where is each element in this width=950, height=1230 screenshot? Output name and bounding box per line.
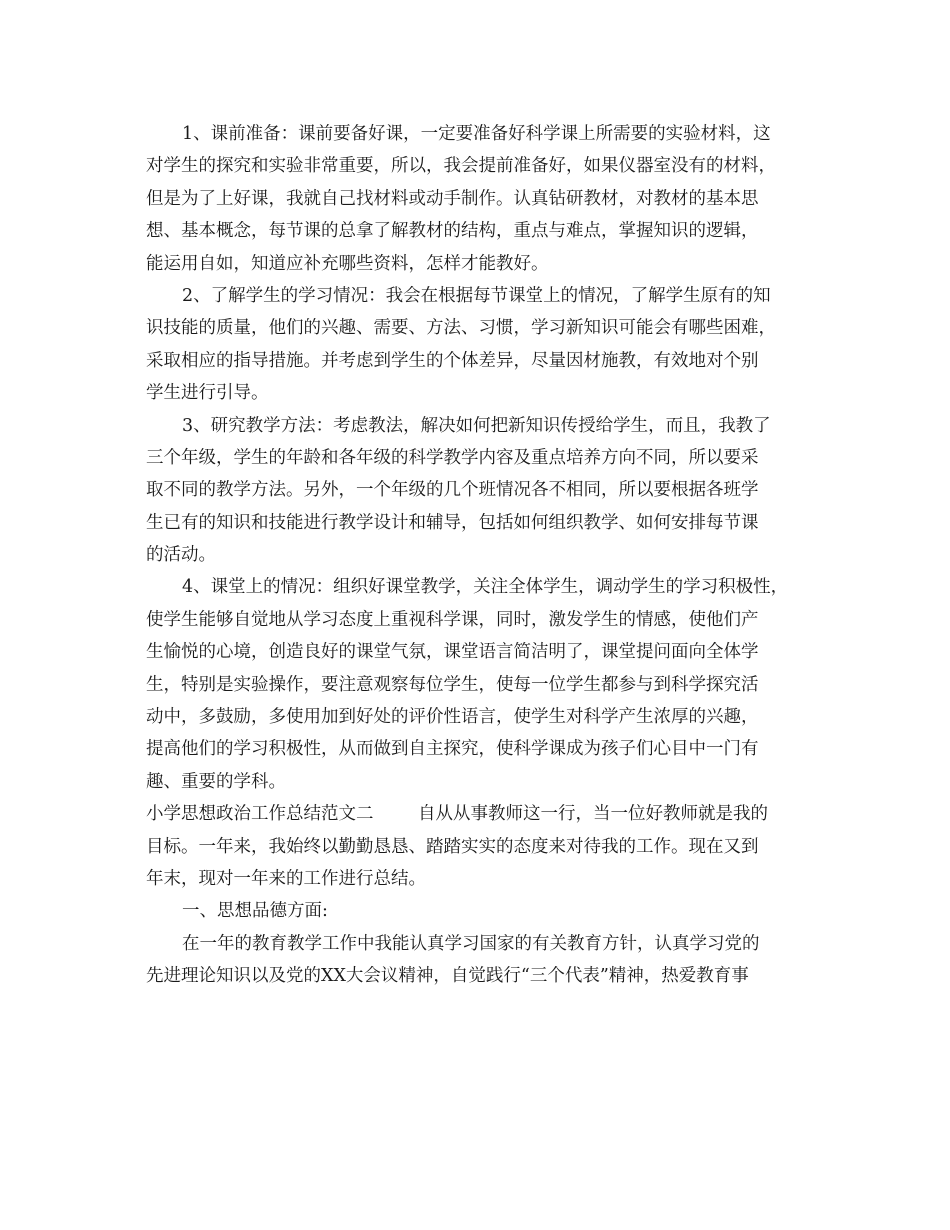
text-line: 但是为了上好课，我就自己找材料或动手制作。认真钻研教材，对教材的基本思 xyxy=(146,188,759,209)
text-line: 对学生的探究和实验非常重要，所以，我会提前准备好，如果仪器室没有的材料， xyxy=(146,156,776,177)
text-line: 三个年级，学生的年龄和各年级的科学教学内容及重点培养方向不同，所以要采 xyxy=(146,447,759,468)
text-line: 生愉悦的心境，创造良好的课堂气氛，课堂语言简洁明了，课堂提问面向全体学 xyxy=(146,642,759,663)
text-line: 采取相应的指导措施。并考虑到学生的个体差异，尽量因材施教，有效地对个别 xyxy=(146,350,759,371)
document-body xyxy=(146,118,816,993)
text-line: 先进理论知识以及党的XX大会议精神，自觉践行“三个代表”精神，热爱教育事 xyxy=(146,966,749,987)
text-line: 2、了解学生的学习情况：我会在根据每节课堂上的情况，了解学生原有的知 xyxy=(182,285,771,306)
text-line: 的活动。 xyxy=(146,545,216,566)
text-line: 4、课堂上的情况：组织好课堂教学，关注全体学生，调动学生的学习积极性， xyxy=(182,577,789,598)
subsection-heading-line: 一、思想品德方面: xyxy=(182,901,328,922)
text-line: 生，特别是实验操作，要注意观察每位学生，使每一位学生都参与到科学探究活 xyxy=(146,674,759,695)
text-line: 识技能的质量，他们的兴趣、需要、方法、习惯，学习新知识可能会有哪些困难， xyxy=(146,318,776,339)
text-line: 3、研究教学方法：考虑教法，解决如何把新知识传授给学生，而且，我教了 xyxy=(182,415,771,436)
text-line: 取不同的教学方法。另外，一个年级的几个班情况各不相同，所以要根据各班学 xyxy=(146,480,759,501)
text-line: 提高他们的学习积极性，从而做到自主探究，使科学课成为孩子们心目中一门有 xyxy=(146,739,759,760)
text-line: 使学生能够自觉地从学习态度上重视科学课，同时，激发学生的情感，使他们产 xyxy=(146,609,759,630)
section-heading-line: 小学思想政治工作总结范文二 自从从事教师这一行，当一位好教师就是我的 xyxy=(146,804,768,825)
text-line: 生已有的知识和技能进行教学设计和辅导，包括如何组织教学、如何安排每节课 xyxy=(146,512,759,533)
text-line: 学生进行引导。 xyxy=(146,383,269,404)
text-line: 能运用自如，知道应补充哪些资料，怎样才能教好。 xyxy=(146,253,549,274)
text-line: 趣、重要的学科。 xyxy=(146,771,286,792)
text-line: 想、基本概念，每节课的总拿了解教材的结构，重点与难点，掌握知识的逻辑， xyxy=(146,221,759,242)
text-line: 目标。一年来，我始终以勤勤恳恳、踏踏实实的态度来对待我的工作。现在又到 xyxy=(146,836,759,857)
text-line: 动中，多鼓励，多使用加到好处的评价性语言，使学生对科学产生浓厚的兴趣， xyxy=(146,707,759,728)
text-line: 1、课前准备：课前要备好课，一定要准备好科学课上所需要的实验材料，这 xyxy=(182,124,771,144)
text-line: 年末，现对一年来的工作进行总结。 xyxy=(146,868,426,889)
text-line: 在一年的教育教学工作中我能认真学习国家的有关教育方针，认真学习党的 xyxy=(182,933,760,954)
